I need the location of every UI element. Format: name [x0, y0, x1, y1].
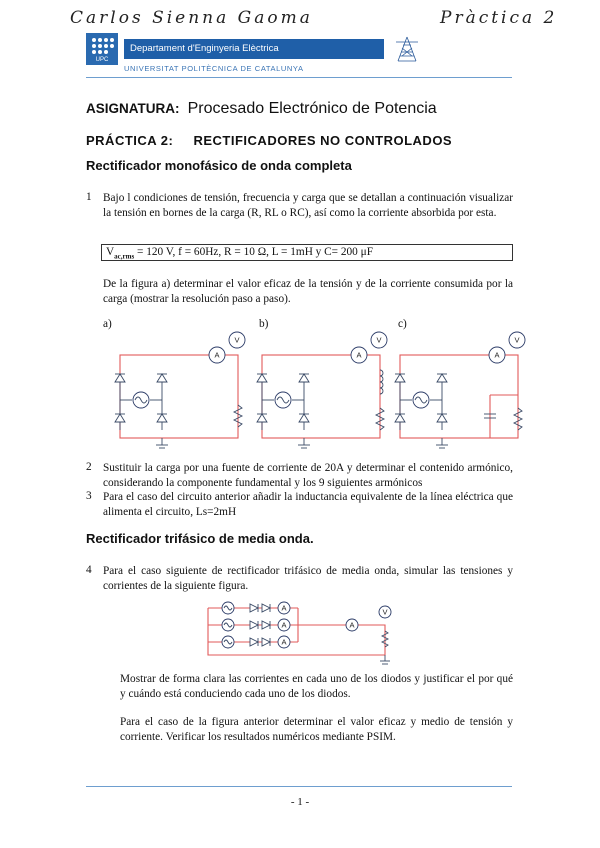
item1-text: Bajo l condiciones de tensión, frecuencia y carga que se detallan a continuación visualizar la tensión en bornes de la carga (R, RL o RC), así como la corriente absorbida por esta.: [103, 192, 513, 219]
phase-row-2: [222, 619, 290, 631]
phase-row-1: [222, 602, 290, 614]
handwritten-practice: Pràctica 2: [440, 8, 558, 28]
params-subscript: ac,rms: [114, 252, 135, 261]
section2-paragraph2: Para el caso de la figura anterior determinar el valor eficaz y medio de tensión y corriente. Verificar los resultados numéricos mediante PSIM.: [120, 716, 513, 743]
department-banner: Departament d'Enginyeria Elèctrica: [124, 39, 384, 59]
practice-label: PRÁCTICA 2:: [86, 133, 174, 148]
practice-name: RECTIFICADORES NO CONTROLADOS: [193, 133, 453, 148]
section2-heading: Rectificador trifásico de media onda.: [86, 531, 314, 546]
item2-number: 2: [86, 461, 92, 473]
item4-number: 4: [86, 564, 92, 576]
parameters-box: $V_{ac,rms} = 120$ V, f = 60Hz, R = 10 Ω, L = 1mH y C= 200 μF: [101, 244, 513, 261]
ammeter-label: A: [356, 350, 362, 360]
practice-heading: [86, 133, 452, 148]
item3-text: Para el caso del circuito anterior añadir la inductancia equivalente de la línea eléctrica que alimenta el circuito, Ls=2mH: [103, 491, 513, 518]
item1-number: 1: [86, 191, 92, 203]
section2-paragraph1: Mostrar de forma clara las corrientes en cada uno de los diodos y justificar el por qué y cuándo está conduciendo cada uno de los diodos.: [120, 673, 513, 700]
header-rule: [86, 77, 512, 78]
fig-label-c: c): [398, 318, 407, 330]
three-phase-circuit: [200, 595, 410, 670]
item4-text: Para el caso siguiente de rectificador trifásico de media onda, simular las tensiones y corrientes de la siguiente figura.: [103, 565, 513, 592]
subject-label: ASIGNATURA:: [86, 101, 180, 116]
footer-rule: [86, 786, 512, 787]
voltmeter-label: V: [382, 607, 388, 617]
logo-text: UPC: [95, 57, 109, 63]
circuit-c: [390, 330, 530, 455]
params-text: = 120 V, f = 60Hz, R = 10 Ω, L = 1mH y C= 200 μF: [134, 246, 373, 258]
circuit-a: [110, 330, 250, 455]
item1-description: De la figura a) determinar el valor eficaz de la tensión y de la corriente consumida por la carga (mostrar la resolución paso a paso).: [103, 278, 513, 305]
page-title: [86, 98, 437, 118]
handwritten-name: Carlos Sienna Gaoma: [70, 8, 313, 28]
ammeter-label: A: [281, 603, 287, 613]
university-name: UNIVERSITAT POLITÈCNICA DE CATALUNYA: [124, 64, 304, 73]
item2-text: Sustituir la carga por una fuente de corriente de 20A y determinar el contenido armónico, considerando la componente fundamental y los 9 siguientes armónicos: [103, 462, 513, 489]
fig-label-a: a): [103, 318, 112, 330]
ammeter-label: A: [349, 620, 355, 630]
phase-row-3: [222, 636, 290, 648]
upc-logo: [86, 33, 118, 65]
subject-name: Procesado Electrónico de Potencia: [187, 100, 437, 117]
ammeter-label: A: [281, 620, 287, 630]
voltmeter-label: V: [234, 335, 240, 345]
ammeter-label: A: [281, 637, 287, 647]
voltmeter-label: V: [514, 335, 520, 345]
ammeter-label: A: [494, 350, 500, 360]
circuit-b: [252, 330, 392, 455]
fig-label-b: b): [259, 318, 269, 330]
item3-number: 3: [86, 490, 92, 502]
ammeter-label: A: [214, 350, 220, 360]
voltmeter-label: V: [376, 335, 382, 345]
section1-heading: Rectificador monofásico de onda completa: [86, 158, 352, 173]
page-number: - 1 -: [290, 796, 310, 808]
upc-logo-grid: [86, 33, 118, 65]
